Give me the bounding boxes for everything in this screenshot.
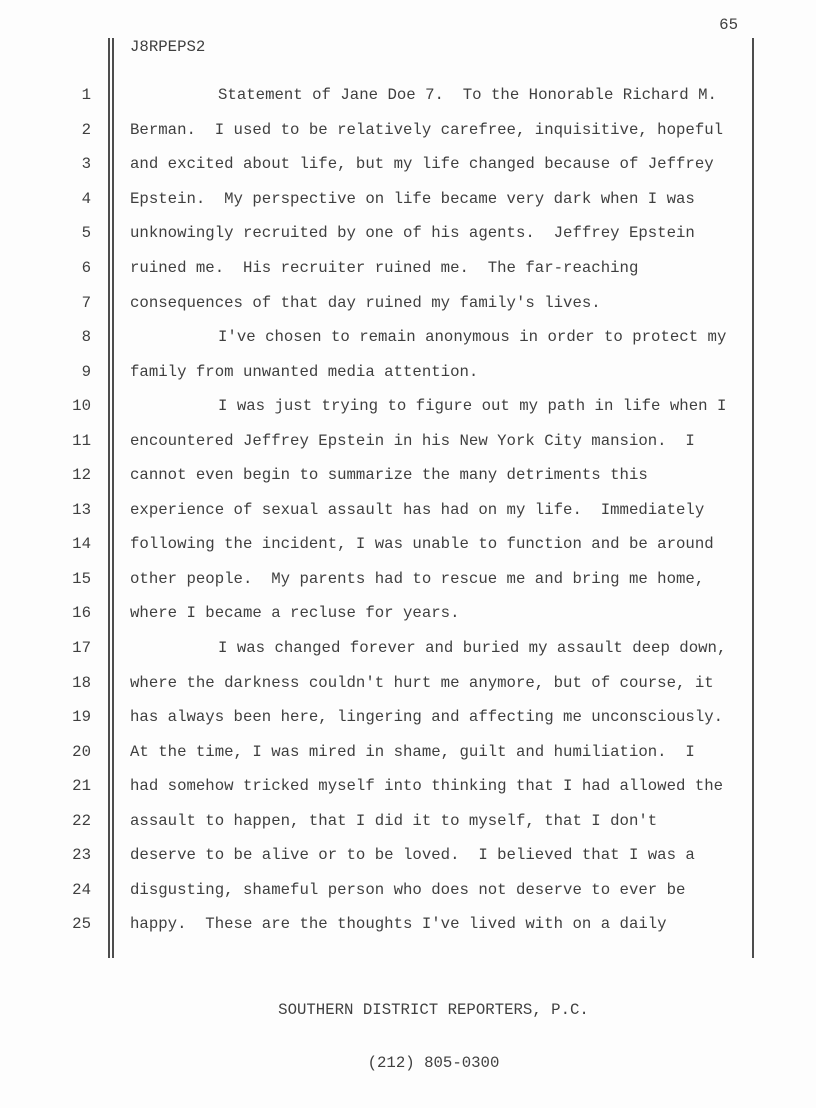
line-number: 15 — [72, 569, 91, 588]
transcript-line — [0, 216, 760, 251]
line-number: 2 — [81, 120, 91, 139]
line-number: 23 — [72, 846, 91, 865]
line-text: other people. My parents had to rescue me and bring me home, — [130, 569, 705, 588]
transcript-line — [0, 769, 760, 804]
page-footer — [130, 966, 737, 1108]
line-number: 20 — [72, 742, 91, 761]
line-text: where I became a recluse for years. — [130, 604, 460, 623]
transcript-line — [0, 700, 760, 735]
line-text: family from unwanted media attention. — [130, 362, 479, 381]
line-number: 5 — [81, 224, 91, 243]
transcript-line — [0, 631, 760, 666]
line-text: Statement of Jane Doe 7. To the Honorable Richard M. — [218, 86, 717, 105]
transcript-line — [0, 354, 760, 389]
transcript-line — [0, 873, 760, 908]
line-text: experience of sexual assault has had on my life. Immediately — [130, 500, 705, 519]
line-number: 4 — [81, 189, 91, 208]
line-text: deserve to be alive or to be loved. I believed that I was a — [130, 846, 695, 865]
line-number: 7 — [81, 293, 91, 312]
line-text: had somehow tricked myself into thinking that I had allowed the — [130, 777, 724, 796]
transcript-line — [0, 182, 760, 217]
transcript-line — [0, 389, 760, 424]
transcript-line — [0, 493, 760, 528]
line-number: 10 — [72, 397, 91, 416]
line-number: 3 — [81, 155, 91, 174]
page-number: 65 — [719, 16, 738, 34]
line-number: 14 — [72, 535, 91, 554]
transcript-line — [0, 251, 760, 286]
line-number: 22 — [72, 811, 91, 830]
line-text: following the incident, I was unable to function and be around — [130, 535, 714, 554]
line-text: and excited about life, but my life changed because of Jeffrey — [130, 155, 714, 174]
transcript-line — [0, 320, 760, 355]
line-text: At the time, I was mired in shame, guilt and humiliation. I — [130, 742, 695, 761]
line-number: 8 — [81, 328, 91, 347]
line-text: Berman. I used to be relatively carefree, inquisitive, hopeful — [130, 120, 724, 139]
line-number: 1 — [81, 86, 91, 105]
line-text: I was changed forever and buried my assault deep down, — [218, 639, 727, 658]
line-number: 19 — [72, 708, 91, 727]
footer-reporter-name: SOUTHERN DISTRICT REPORTERS, P.C. — [278, 1000, 589, 1019]
transcript-line — [0, 527, 760, 562]
transcript-body — [0, 78, 760, 942]
line-number: 12 — [72, 466, 91, 485]
transcript-line — [0, 803, 760, 838]
transcript-line — [0, 907, 760, 942]
transcript-line — [0, 78, 760, 113]
line-text: where the darkness couldn't hurt me anymore, but of course, it — [130, 673, 714, 692]
line-text: disgusting, shameful person who does not deserve to ever be — [130, 880, 686, 899]
transcript-line — [0, 562, 760, 597]
transcript-line — [0, 458, 760, 493]
transcript-line — [0, 423, 760, 458]
transcript-line — [0, 838, 760, 873]
line-number: 11 — [72, 431, 91, 450]
line-text: assault to happen, that I did it to myself, that I don't — [130, 811, 658, 830]
transcript-line — [0, 113, 760, 148]
line-text: ruined me. His recruiter ruined me. The far-reaching — [130, 259, 639, 277]
transcript-line — [0, 147, 760, 182]
footer-phone-number: (212) 805-0300 — [367, 1053, 500, 1072]
transcript-line — [0, 734, 760, 769]
transcript-line — [0, 596, 760, 631]
line-number: 13 — [72, 500, 91, 519]
line-number: 16 — [72, 604, 91, 623]
line-number: 18 — [72, 673, 91, 692]
line-number: 17 — [72, 639, 91, 658]
line-number: 21 — [72, 777, 91, 796]
line-text: cannot even begin to summarize the many detriments this — [130, 466, 648, 485]
line-number: 9 — [81, 362, 91, 381]
line-number: 24 — [72, 880, 91, 899]
line-text: Epstein. My perspective on life became very dark when I was — [130, 189, 695, 208]
line-text: I was just trying to figure out my path in life when I — [218, 397, 727, 416]
line-text: consequences of that day ruined my family's lives. — [130, 293, 601, 312]
line-text: encountered Jeffrey Epstein in his New York City mansion. I — [130, 431, 695, 450]
line-number: 25 — [72, 915, 91, 934]
line-text: has always been here, lingering and affecting me unconsciously. — [130, 708, 724, 727]
line-text: unknowingly recruited by one of his agents. Jeffrey Epstein — [130, 224, 695, 243]
transcript-header-id: J8RPEPS2 — [130, 38, 206, 56]
line-text: I've chosen to remain anonymous in order to protect my — [218, 328, 727, 347]
line-number: 6 — [81, 259, 91, 277]
transcript-line — [0, 285, 760, 320]
transcript-line — [0, 665, 760, 700]
line-text: happy. These are the thoughts I've lived with on a daily — [130, 915, 667, 934]
